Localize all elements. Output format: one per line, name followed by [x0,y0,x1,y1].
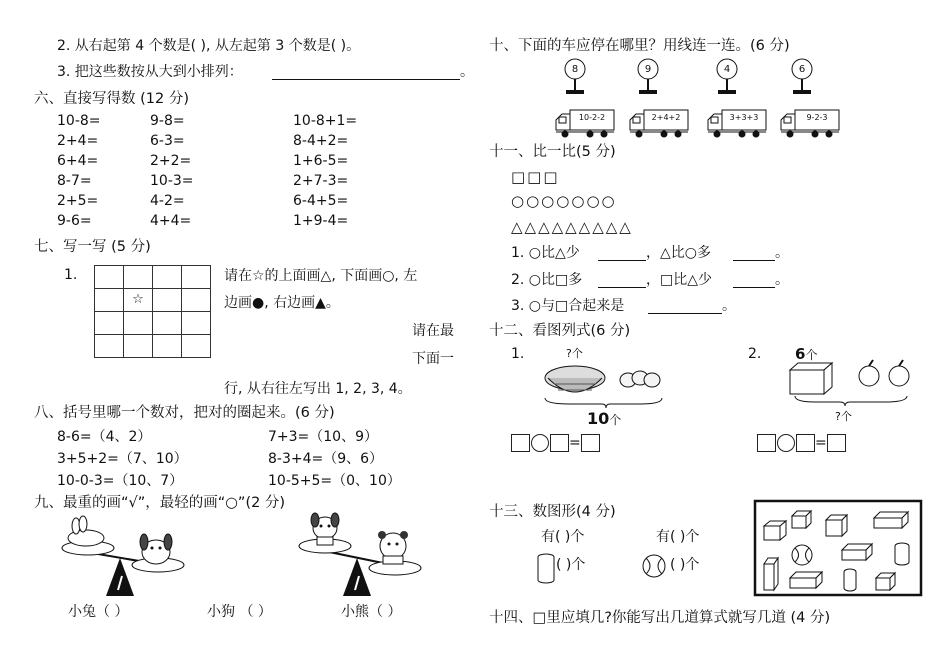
equation-item[interactable]: 2+2= [150,153,192,169]
answer-blank[interactable] [733,274,775,288]
equation-item[interactable]: 4+4= [150,213,192,229]
q11-end-3: 。 [722,298,736,314]
animal-answer-label[interactable]: 小兔（ ） [68,604,129,620]
equation-item[interactable]: 4-2= [150,193,185,209]
choice-item[interactable]: 3+5+2=（7、10） [57,451,188,467]
apple-icon [859,360,909,386]
box-apples-picture [785,360,925,408]
dog-icon [140,534,172,564]
q7-instruction-2: 边画●, 右边画▲。 [224,295,340,311]
cube-icon [826,515,847,536]
cube-icon [790,363,832,394]
equation-item[interactable]: 2+4= [57,133,99,149]
q12-2-top-label: 6个 [795,345,818,363]
q13-title: 十三、数图形(4 分) [489,504,616,520]
cube-icon [764,521,786,540]
q12-num-2: 2. [748,346,762,362]
equation-item[interactable]: 10-3= [150,173,194,189]
q6-title: 六、直接写得数 (12 分) [34,91,189,107]
q10-title: 十、下面的车应停在哪里？用线连一连。(6 分) [489,38,790,54]
choice-item[interactable]: 8-6=（4、2） [57,429,152,445]
equation-item[interactable]: 10-8+1= [293,113,358,129]
answer-blank[interactable] [733,247,775,261]
q8-title: 八、括号里哪一个数对，把对的圈起来。(6 分) [34,405,335,421]
answer-blank[interactable] [598,274,646,288]
solid-shapes-box [754,500,922,596]
count-answer-2[interactable]: 有( )个 [656,529,700,545]
q12-2-bottom-label: ?个 [835,410,852,423]
star-grid[interactable] [94,265,211,358]
equation-item[interactable]: 10-8= [57,113,101,129]
equation-item[interactable]: 1+9-4= [293,213,349,229]
answer-blank[interactable] [598,247,646,261]
q7-instruction-5: 行, 从右往左写出 1, 2, 3, 4。 [224,381,412,397]
parking-sign-number: 8 [571,64,579,75]
q11-item-1b: ，△比○多 [646,245,711,261]
triangles-row: △△△△△△△△△ [511,218,633,236]
equation-item[interactable]: 8-7= [57,173,92,189]
squares-row: □□□ [511,168,560,186]
count-answer-3[interactable]: ( )个 [556,557,586,573]
count-answer-1[interactable]: 有( )个 [541,529,585,545]
equation-boxes-2[interactable]: = [757,434,846,452]
ball-icon [641,553,667,579]
bear-icon [378,531,408,564]
equation-item[interactable]: 9-6= [57,213,92,229]
cylinder-icon [844,569,856,591]
q11-end-2: 。 [775,272,789,288]
q7-instruction-1: 请在☆的上面画△, 下面画○, 左 [224,268,418,284]
q5-item-2: 2. 从右起第 4 个数是( ), 从左起第 3 个数是( )。 [57,38,361,54]
basket-eggs-picture [540,358,670,410]
q11-end-1: 。 [775,245,789,261]
q11-item-3: 3. ○与□合起来是 [511,298,625,314]
animal-answer-label[interactable]: 小狗 （ ） [207,604,272,620]
star-cell: ☆ [124,289,153,312]
q11-item-1a: 1. ○比△少 [511,245,580,261]
parking-sign-number: 9 [644,64,652,75]
choice-item[interactable]: 10-5+5=（0、10） [268,473,401,489]
scale-dog-bear [295,512,425,600]
equation-item[interactable]: 8-4+2= [293,133,349,149]
scale-rabbit-dog [58,520,188,600]
equation-item[interactable]: 2+5= [57,193,99,209]
choice-item[interactable]: 10-0-3=（10、7） [57,473,184,489]
cylinder-icon [536,552,556,586]
q7-instruction-4: 下面一 [412,351,454,367]
cuboid-icon [764,558,778,590]
q9-title: 九、最重的画“√”，最轻的画“○”(2 分) [34,495,286,511]
equation-item[interactable]: 6-3= [150,133,185,149]
cylinder-icon [895,543,909,565]
equation-item[interactable]: 6-4+5= [293,193,349,209]
ball-icon [792,545,812,565]
truck-expression: 10-2-2 [578,113,606,122]
q7-instruction-3: 请在最 [412,323,454,339]
equation-item[interactable]: 2+7-3= [293,173,349,189]
q5-end: 。 [460,64,474,80]
circles-row: ○○○○○○○ [511,192,617,210]
animal-answer-label[interactable]: 小熊（ ） [341,604,402,620]
cube-icon [792,511,811,528]
q5-item-3: 3. 把这些数按从大到小排列： [57,64,243,80]
q7-title: 七、写一写 (5 分) [34,239,151,255]
q12-1-total: 10个 [587,409,622,428]
answer-blank[interactable] [272,66,460,80]
parking-sign-number: 4 [723,64,731,75]
q11-item-2b: ，□比△少 [646,272,712,288]
choice-item[interactable]: 7+3=（10、9） [268,429,378,445]
equation-boxes-1[interactable]: = [511,434,600,452]
cuboid-icon [874,512,908,528]
truck-expression: 3+3+3 [729,113,759,122]
cuboid-icon [790,572,822,588]
q12-num-1: 1. [511,346,525,362]
count-answer-4[interactable]: ( )个 [670,557,700,573]
rabbit-icon [68,516,104,546]
egg-icon [620,371,660,387]
q11-title: 十一、比一比(5 分) [489,144,616,160]
cube-icon [876,573,895,590]
equation-item[interactable]: 6+4= [57,153,99,169]
q7-num: 1. [64,267,78,283]
equation-item[interactable]: 9-8= [150,113,185,129]
truck-expression: 9-2-3 [806,113,828,122]
q14-title: 十四、□里应填几?你能写出几道算式就写几道 (4 分) [489,610,831,626]
cuboid-icon [842,544,872,560]
parking-sign-number: 6 [798,64,806,75]
q11-item-2a: 2. ○比□多 [511,272,583,288]
q12-1-top-label: ?个 [566,347,583,360]
truck-expression: 2+4+2 [651,113,681,122]
q12-title: 十二、看图列式(6 分) [489,323,631,339]
choice-item[interactable]: 8-3+4=（9、6） [268,451,384,467]
answer-blank[interactable] [648,300,722,314]
basket-icon [545,366,605,392]
equation-item[interactable]: 1+6-5= [293,153,349,169]
